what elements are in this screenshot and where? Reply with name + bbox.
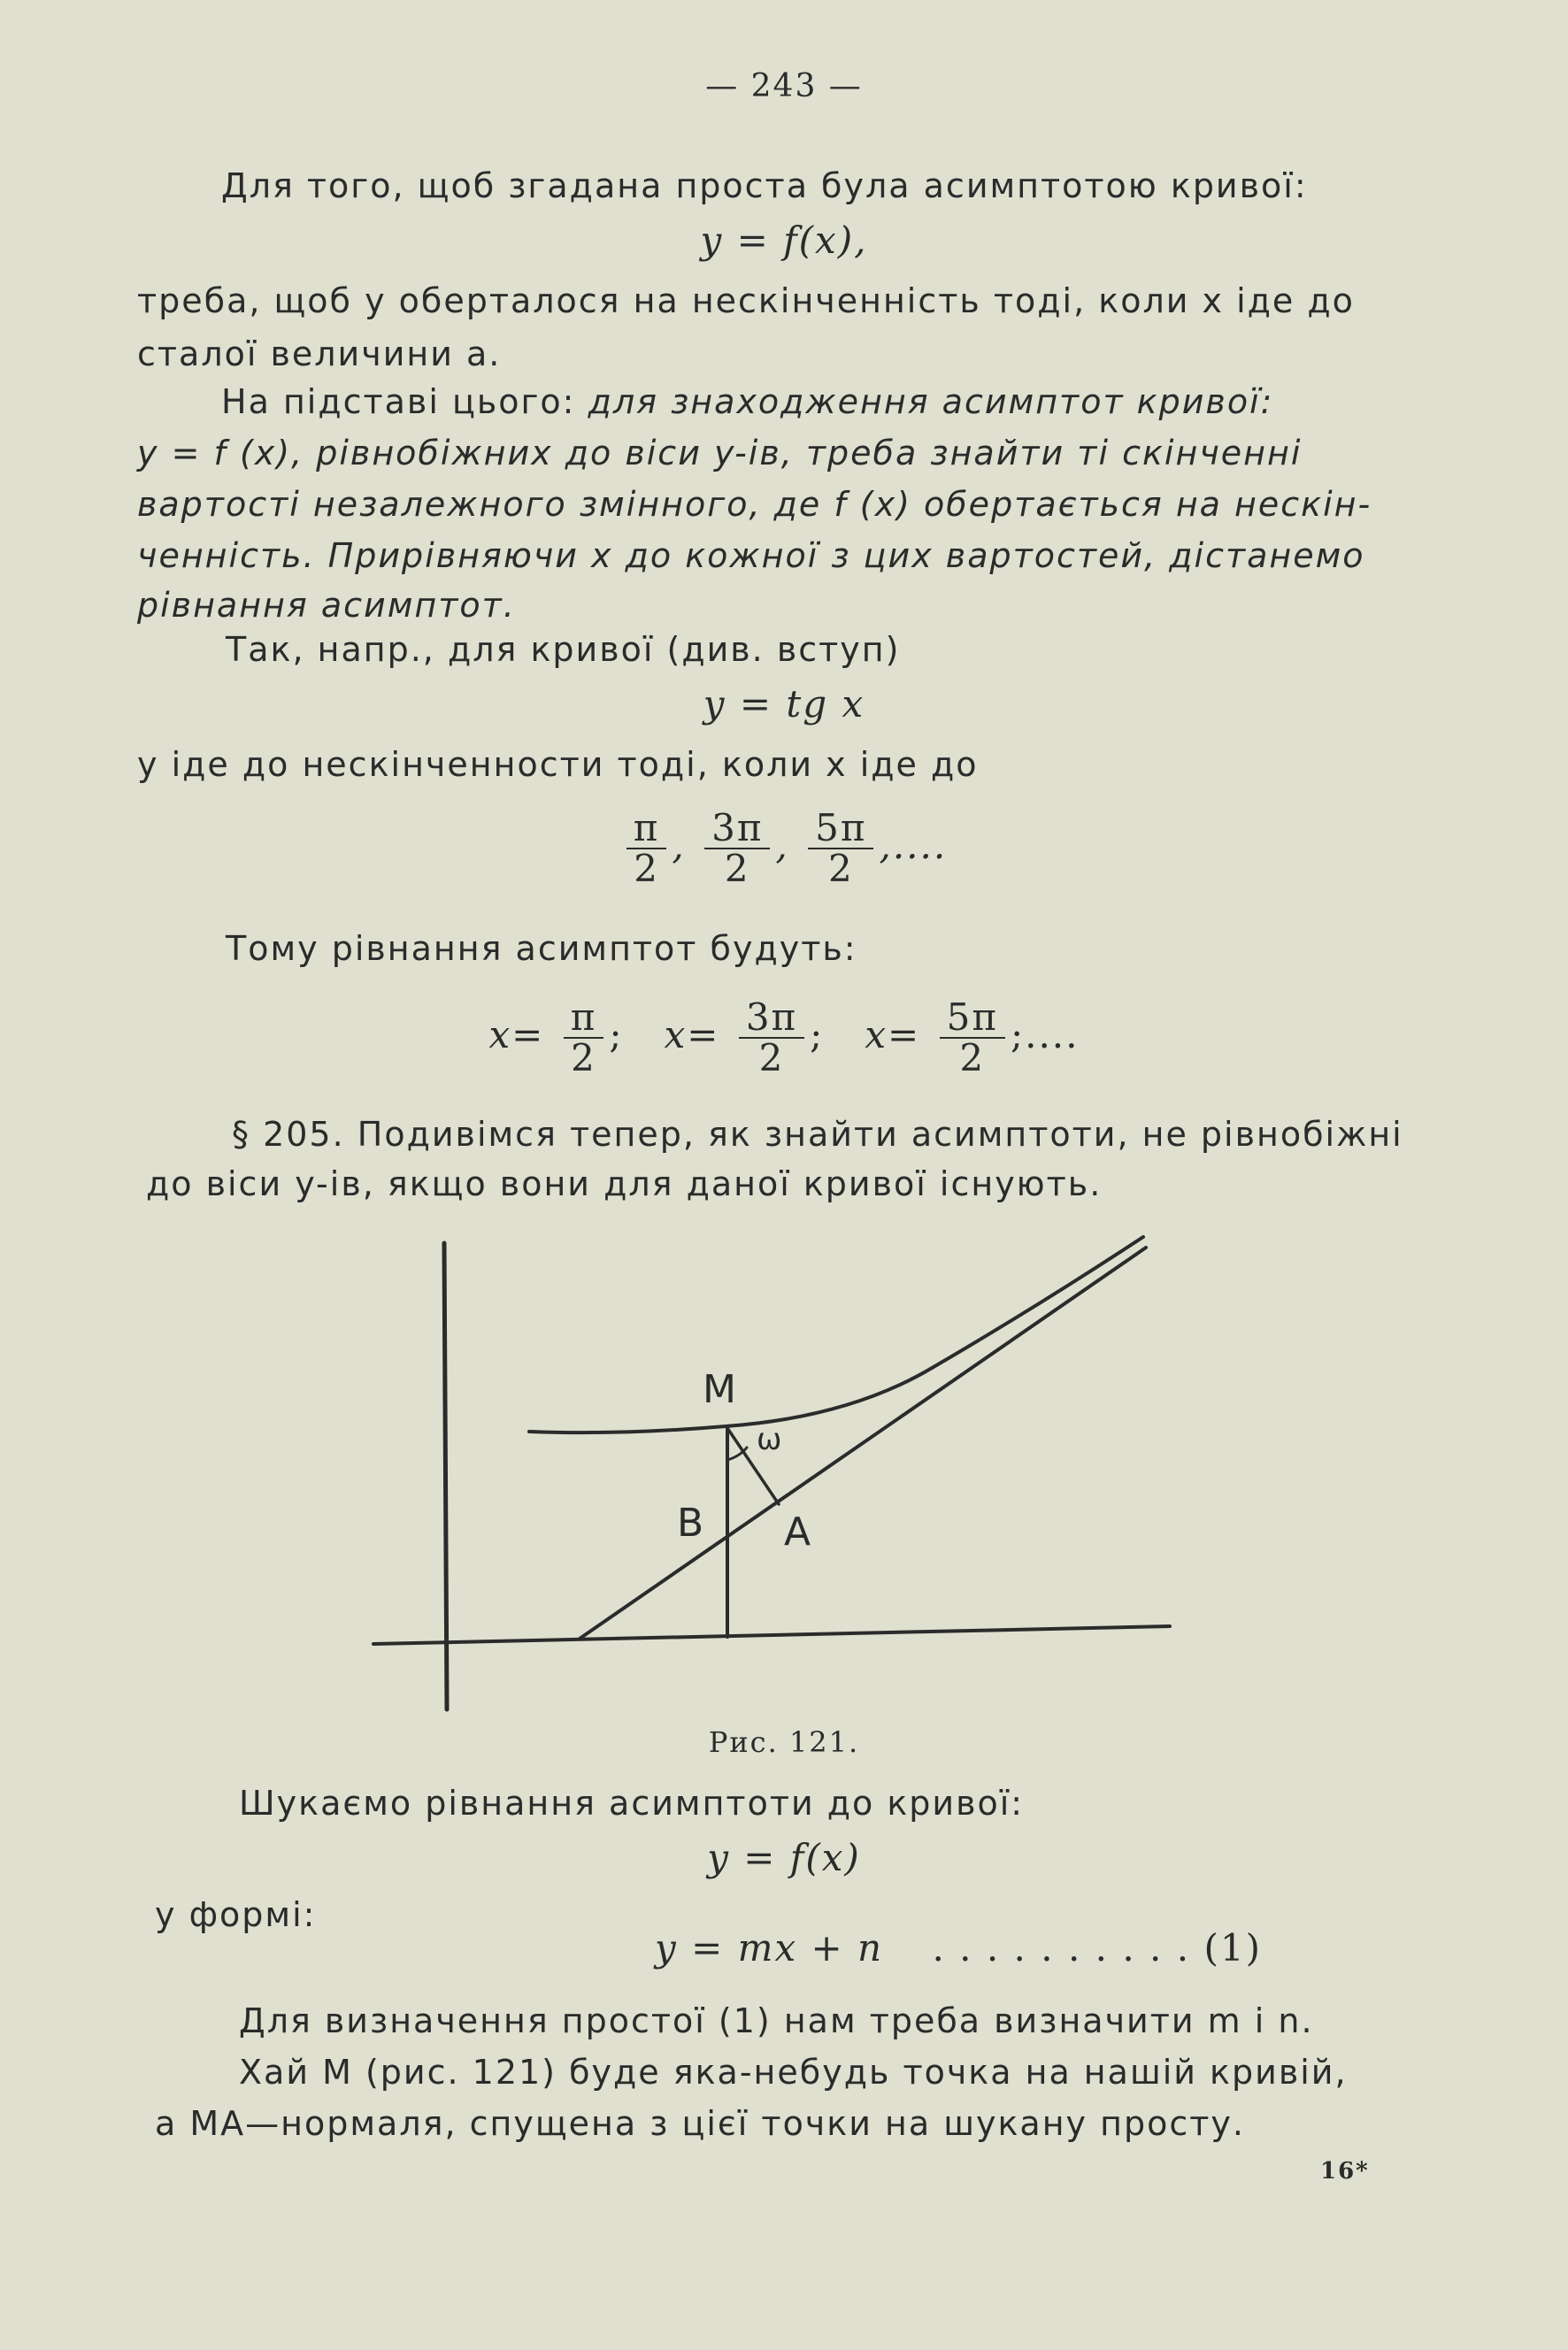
label-omega: ω — [757, 1422, 782, 1457]
seq-tail: ,.... — [879, 824, 948, 867]
eq3-fraction: $\frac{5\pi}{2}$ — [940, 998, 1005, 1078]
para1-line2: треба, щоб y оберталося на нескінченність тоді, коли x іде до — [137, 281, 1355, 320]
eq-sign: = — [511, 1013, 545, 1056]
eq1-fraction: $\frac{\pi}{2}$ — [564, 998, 604, 1078]
seq-comma: , — [775, 824, 789, 867]
section-205-line2: до віси y-ів, якщо вони для даної кривої існують. — [146, 1164, 1103, 1203]
para1-line3: сталої величини a. — [137, 334, 502, 373]
para2-line2: y = f (x), рівнобіжних до віси y-ів, треба знайти ті скінченні — [137, 434, 1303, 472]
para2-lead: На підставі цього: — [221, 382, 588, 421]
para6-line1: Для визначення простої (1) нам треба визначити m і n. — [239, 2001, 1314, 2040]
para5-formula: y = f(x) — [707, 1836, 861, 1879]
eq2-fraction: $\frac{3\pi}{2}$ — [739, 998, 804, 1078]
para3-formula: y = tg x — [703, 682, 865, 726]
equation-number: (1) — [1203, 1926, 1262, 1970]
fraction-pi-over-2: $\frac{\pi}{2}$ — [626, 809, 667, 888]
figure-caption: Рис. 121. — [708, 1725, 860, 1759]
para2-line5: рівнання асимптот. — [137, 586, 516, 625]
asymptote-line — [580, 1248, 1146, 1639]
x-axis — [373, 1626, 1170, 1644]
para2-l1: для знаходження асимптот кривої: — [588, 382, 1274, 421]
eq-sign: = — [888, 1013, 921, 1056]
curve — [529, 1237, 1143, 1432]
para2-line4: ченність. Прирівняючи x до кожної з цих вартостей, дістанемо — [137, 536, 1365, 575]
label-M: M — [703, 1367, 736, 1412]
label-B: B — [677, 1501, 704, 1546]
para4-line1: Тому рівнання асимптот будуть: — [226, 929, 857, 968]
equation-1-formula: y = mx + n — [655, 1926, 884, 1970]
para3-line2: y іде до нескінченности тоді, коли x іде до — [137, 745, 979, 784]
section-205-line1: § 205. Подивімся тепер, як знайти асимптоти, не рівнобіжні — [232, 1115, 1403, 1154]
eq-sep: ; — [609, 1013, 624, 1056]
eq-var: x — [488, 1013, 512, 1056]
page-number: — 243 — — [705, 68, 863, 104]
para1-line1: Для того, щоб згадана проста була асимптотою кривої: — [221, 166, 1308, 205]
para1-formula: y = f(x), — [700, 219, 868, 262]
equation-1 — [655, 1927, 1262, 1970]
para3-line1: Так, напр., для кривої (див. вступ) — [226, 630, 901, 669]
eq-sign: = — [687, 1013, 720, 1056]
eq-tail: ;.... — [1010, 1013, 1080, 1056]
label-A: A — [784, 1509, 811, 1555]
eq-sep: ; — [810, 1013, 825, 1056]
eq-var: x — [865, 1013, 888, 1056]
y-axis — [444, 1243, 447, 1709]
para6-line2: Хай M (рис. 121) буде яка-небудь точка на нашій кривій, — [239, 2053, 1348, 2092]
fraction-5pi-over-2: $\frac{5\pi}{2}$ — [808, 809, 873, 888]
para5-line1: Шукаємо рівнання асимптоти до кривої: — [239, 1784, 1025, 1823]
seq-comma: , — [672, 824, 686, 867]
signature-mark: 16* — [1320, 2158, 1370, 2185]
leader-dots: . . . . . . . . . . — [932, 1926, 1191, 1970]
eq-var: x — [664, 1013, 688, 1056]
para6-line3: а MA—нормаля, спущена з цієї точки на шукану просту. — [155, 2104, 1245, 2143]
para2-line3: вартості незалежного змінного, де f (x) обертається на нескін- — [137, 485, 1372, 524]
fraction-3pi-over-2: $\frac{3\pi}{2}$ — [704, 809, 770, 888]
para5-line2: у формі: — [155, 1895, 317, 1934]
